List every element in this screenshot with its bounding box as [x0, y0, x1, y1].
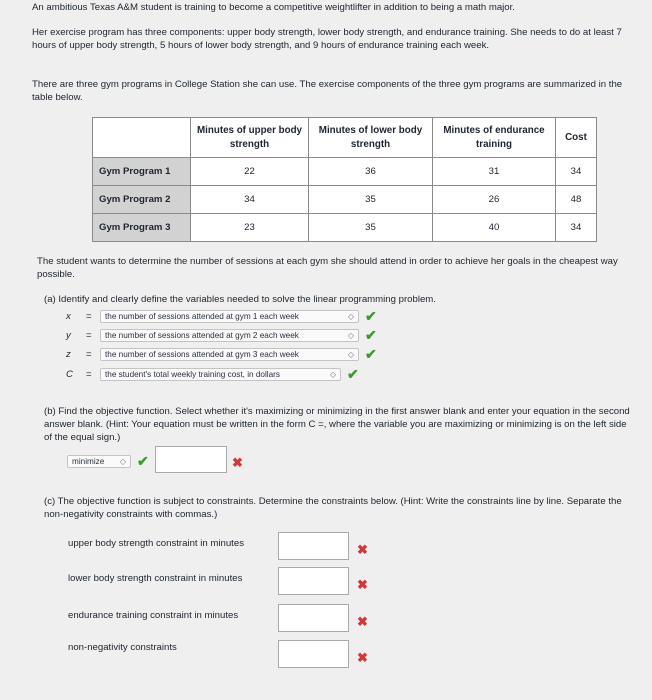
variable-c-select[interactable]: [100, 368, 341, 381]
chevron-down-icon: ◇: [119, 456, 126, 466]
check-icon: ✔: [365, 326, 377, 343]
table-cell: 48: [556, 186, 597, 214]
upper-body-constraint-input[interactable]: [278, 532, 349, 560]
chevron-down-icon: ◇: [347, 349, 354, 359]
check-icon: ✔: [365, 307, 377, 324]
chevron-down-icon: ◇: [347, 330, 354, 340]
table-cell: 22: [191, 158, 309, 186]
table-cell: 23: [191, 214, 309, 242]
constraint-label-nonneg: non-negativity constraints: [68, 642, 177, 653]
table-cell: 36: [309, 158, 433, 186]
check-icon: ✔: [347, 365, 359, 382]
select-value: the number of sessions attended at gym 1 each week: [105, 311, 299, 321]
variable-row-x: [66, 309, 377, 323]
table-corner-cell: [93, 118, 191, 158]
equals-sign: =: [86, 368, 92, 380]
intro-text: An ambitious Texas A&M student is training to become a competitive weightlifter in addition to being a math major.: [32, 2, 515, 13]
cross-icon: ✖: [357, 614, 368, 629]
equals-sign: =: [86, 329, 92, 341]
nonnegativity-constraint-input[interactable]: [278, 640, 349, 668]
constraint-label-endurance: endurance training constraint in minutes: [68, 610, 239, 621]
header-endurance: Minutes of endurance training: [433, 118, 556, 158]
min-max-select[interactable]: [67, 455, 131, 468]
table-row: [93, 158, 597, 186]
table-cell: 26: [433, 186, 556, 214]
equals-sign: =: [86, 310, 92, 322]
part-b-prompt: (b) Find the objective function. Select whether it's maximizing or minimizing in the first answer blank and enter your equation in the second answer blank. (Hint: Your equation must be written in the form C =, where the variable you are maximizing or minimizing is on the left side of the equal sign.): [44, 406, 630, 443]
programs-text: There are three gym programs in College Station she can use. The exercise components of the three gym programs are summarized in the table below.: [32, 79, 623, 103]
header-cost: Cost: [556, 118, 597, 158]
header-upper-body: Minutes of upper body strength: [191, 118, 309, 158]
table-row: [93, 186, 597, 214]
variable-row-z: [66, 347, 377, 361]
select-value: the number of sessions attended at gym 3 each week: [105, 349, 299, 359]
endurance-constraint-input[interactable]: [278, 604, 349, 632]
constraint-label-upper: upper body strength constraint in minutes: [68, 538, 244, 549]
chevron-down-icon: ◇: [329, 369, 336, 379]
goal-text: The student wants to determine the number of sessions at each gym she should attend in order to achieve her goals in the cheapest way possible.: [37, 256, 618, 280]
variable-z-select[interactable]: [100, 348, 359, 361]
table-cell: 34: [191, 186, 309, 214]
part-c-prompt: (c) The objective function is subject to constraints. Determine the constraints below. (Hint: Write the constraints line by line. Separate the non-negativity constraints with commas.): [44, 496, 622, 520]
variable-symbol: x: [66, 310, 71, 322]
variable-x-select[interactable]: [100, 310, 359, 323]
variable-symbol: y: [66, 329, 71, 341]
table-header-row: [93, 118, 597, 158]
cross-icon: ✖: [357, 577, 368, 592]
select-value: minimize: [72, 456, 105, 466]
lower-body-constraint-input[interactable]: [278, 567, 349, 595]
cross-icon: ✖: [357, 542, 368, 557]
requirements-text: Her exercise program has three components: upper body strength, lower body strength, and endurance training. She needs to do at least 7 hours of upper body strength, 5 hours of lower body strength, and 9 hours of endurance training each week.: [32, 27, 622, 51]
row-header: Gym Program 2: [93, 186, 191, 214]
table-cell: 34: [556, 158, 597, 186]
table-cell: 34: [556, 214, 597, 242]
check-icon: ✔: [365, 345, 377, 362]
row-header: Gym Program 1: [93, 158, 191, 186]
cross-icon: ✖: [357, 650, 368, 665]
table-cell: 35: [309, 214, 433, 242]
check-icon: ✔: [137, 452, 149, 469]
variable-symbol: C: [66, 368, 73, 380]
variable-row-c: [66, 367, 359, 381]
equals-sign: =: [86, 348, 92, 360]
variable-y-select[interactable]: [100, 329, 359, 342]
objective-equation-input[interactable]: [155, 446, 227, 473]
constraint-label-lower: lower body strength constraint in minutes: [68, 573, 243, 584]
part-a-prompt: (a) Identify and clearly define the variables needed to solve the linear programming problem.: [44, 294, 436, 305]
header-lower-body: Minutes of lower body strength: [309, 118, 433, 158]
table-row: [93, 214, 597, 242]
select-value: the number of sessions attended at gym 2 each week: [105, 330, 299, 340]
table-cell: 40: [433, 214, 556, 242]
variable-row-y: [66, 328, 377, 342]
objective-type-row: [67, 454, 149, 468]
table-cell: 31: [433, 158, 556, 186]
chevron-down-icon: ◇: [347, 311, 354, 321]
variable-symbol: z: [66, 348, 71, 360]
table-cell: 35: [309, 186, 433, 214]
select-value: the student's total weekly training cost, in dollars: [105, 369, 280, 379]
cross-icon: ✖: [232, 455, 243, 470]
row-header: Gym Program 3: [93, 214, 191, 242]
gym-programs-table: [92, 117, 597, 242]
